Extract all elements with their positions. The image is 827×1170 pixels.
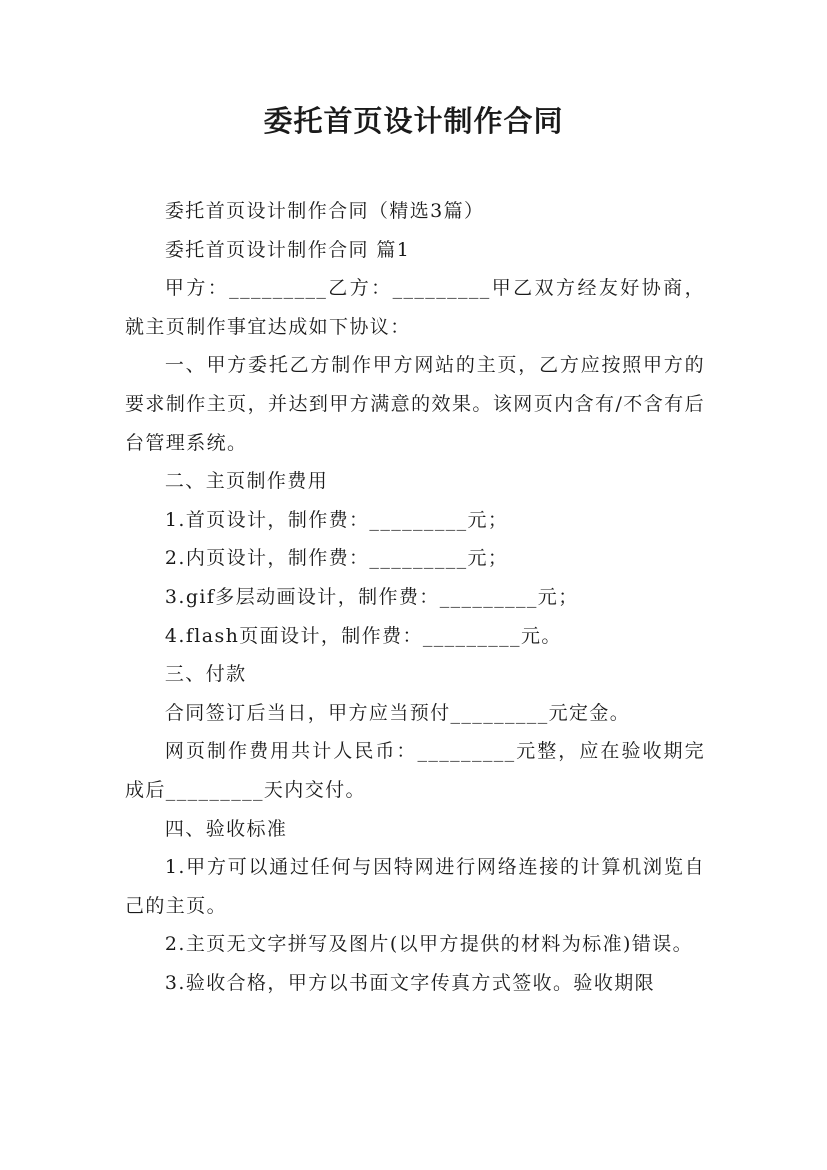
acceptance-item: 3.验收合格，甲方以书面文字传真方式签收。验收期限 — [164, 971, 656, 994]
clause-heading: 三、付款 — [164, 663, 247, 686]
fee-item: 4.flash页面设计，制作费：_________元。 — [164, 624, 562, 647]
page-title: 委托首页设计制作合同 — [263, 104, 564, 138]
clause-heading: 四、验收标准 — [164, 817, 288, 840]
acceptance-item: 2.主页无文字拼写及图片(以甲方提供的材料为标准)错误。 — [164, 933, 694, 956]
fee-item: 2.内页设计，制作费：_________元； — [164, 547, 509, 570]
acceptance-item: 1.甲方可以通过任何与因特网进行网络连接的计算机浏览自己的主页。 — [125, 856, 705, 917]
parties-paragraph: 甲方：_________乙方：_________甲乙双方经友好协商，就主页制作事宜达成如下协议： — [125, 277, 705, 338]
fee-item: 3.gif多层动画设计，制作费：_________元； — [164, 585, 579, 608]
fee-item: 1.首页设计，制作费：_________元； — [164, 508, 509, 531]
document-body — [125, 192, 705, 1002]
clause-heading: 二、主页制作费用 — [164, 470, 329, 493]
clause-one-paragraph: 一、甲方委托乙方制作甲方网站的主页，乙方应按照甲方的要求制作主页，并达到甲方满意的效果。该网页内含有/不含有后台管理系统。 — [125, 354, 705, 454]
subtitle-paragraph: 委托首页设计制作合同（精选3篇） — [164, 200, 485, 222]
payment-paragraph: 网页制作费用共计人民币：_________元整，应在验收期完成后_________天内交付。 — [125, 740, 705, 801]
section-heading: 委托首页设计制作合同 篇1 — [164, 238, 411, 261]
payment-paragraph: 合同签订后当日，甲方应当预付_________元定金。 — [164, 701, 631, 724]
